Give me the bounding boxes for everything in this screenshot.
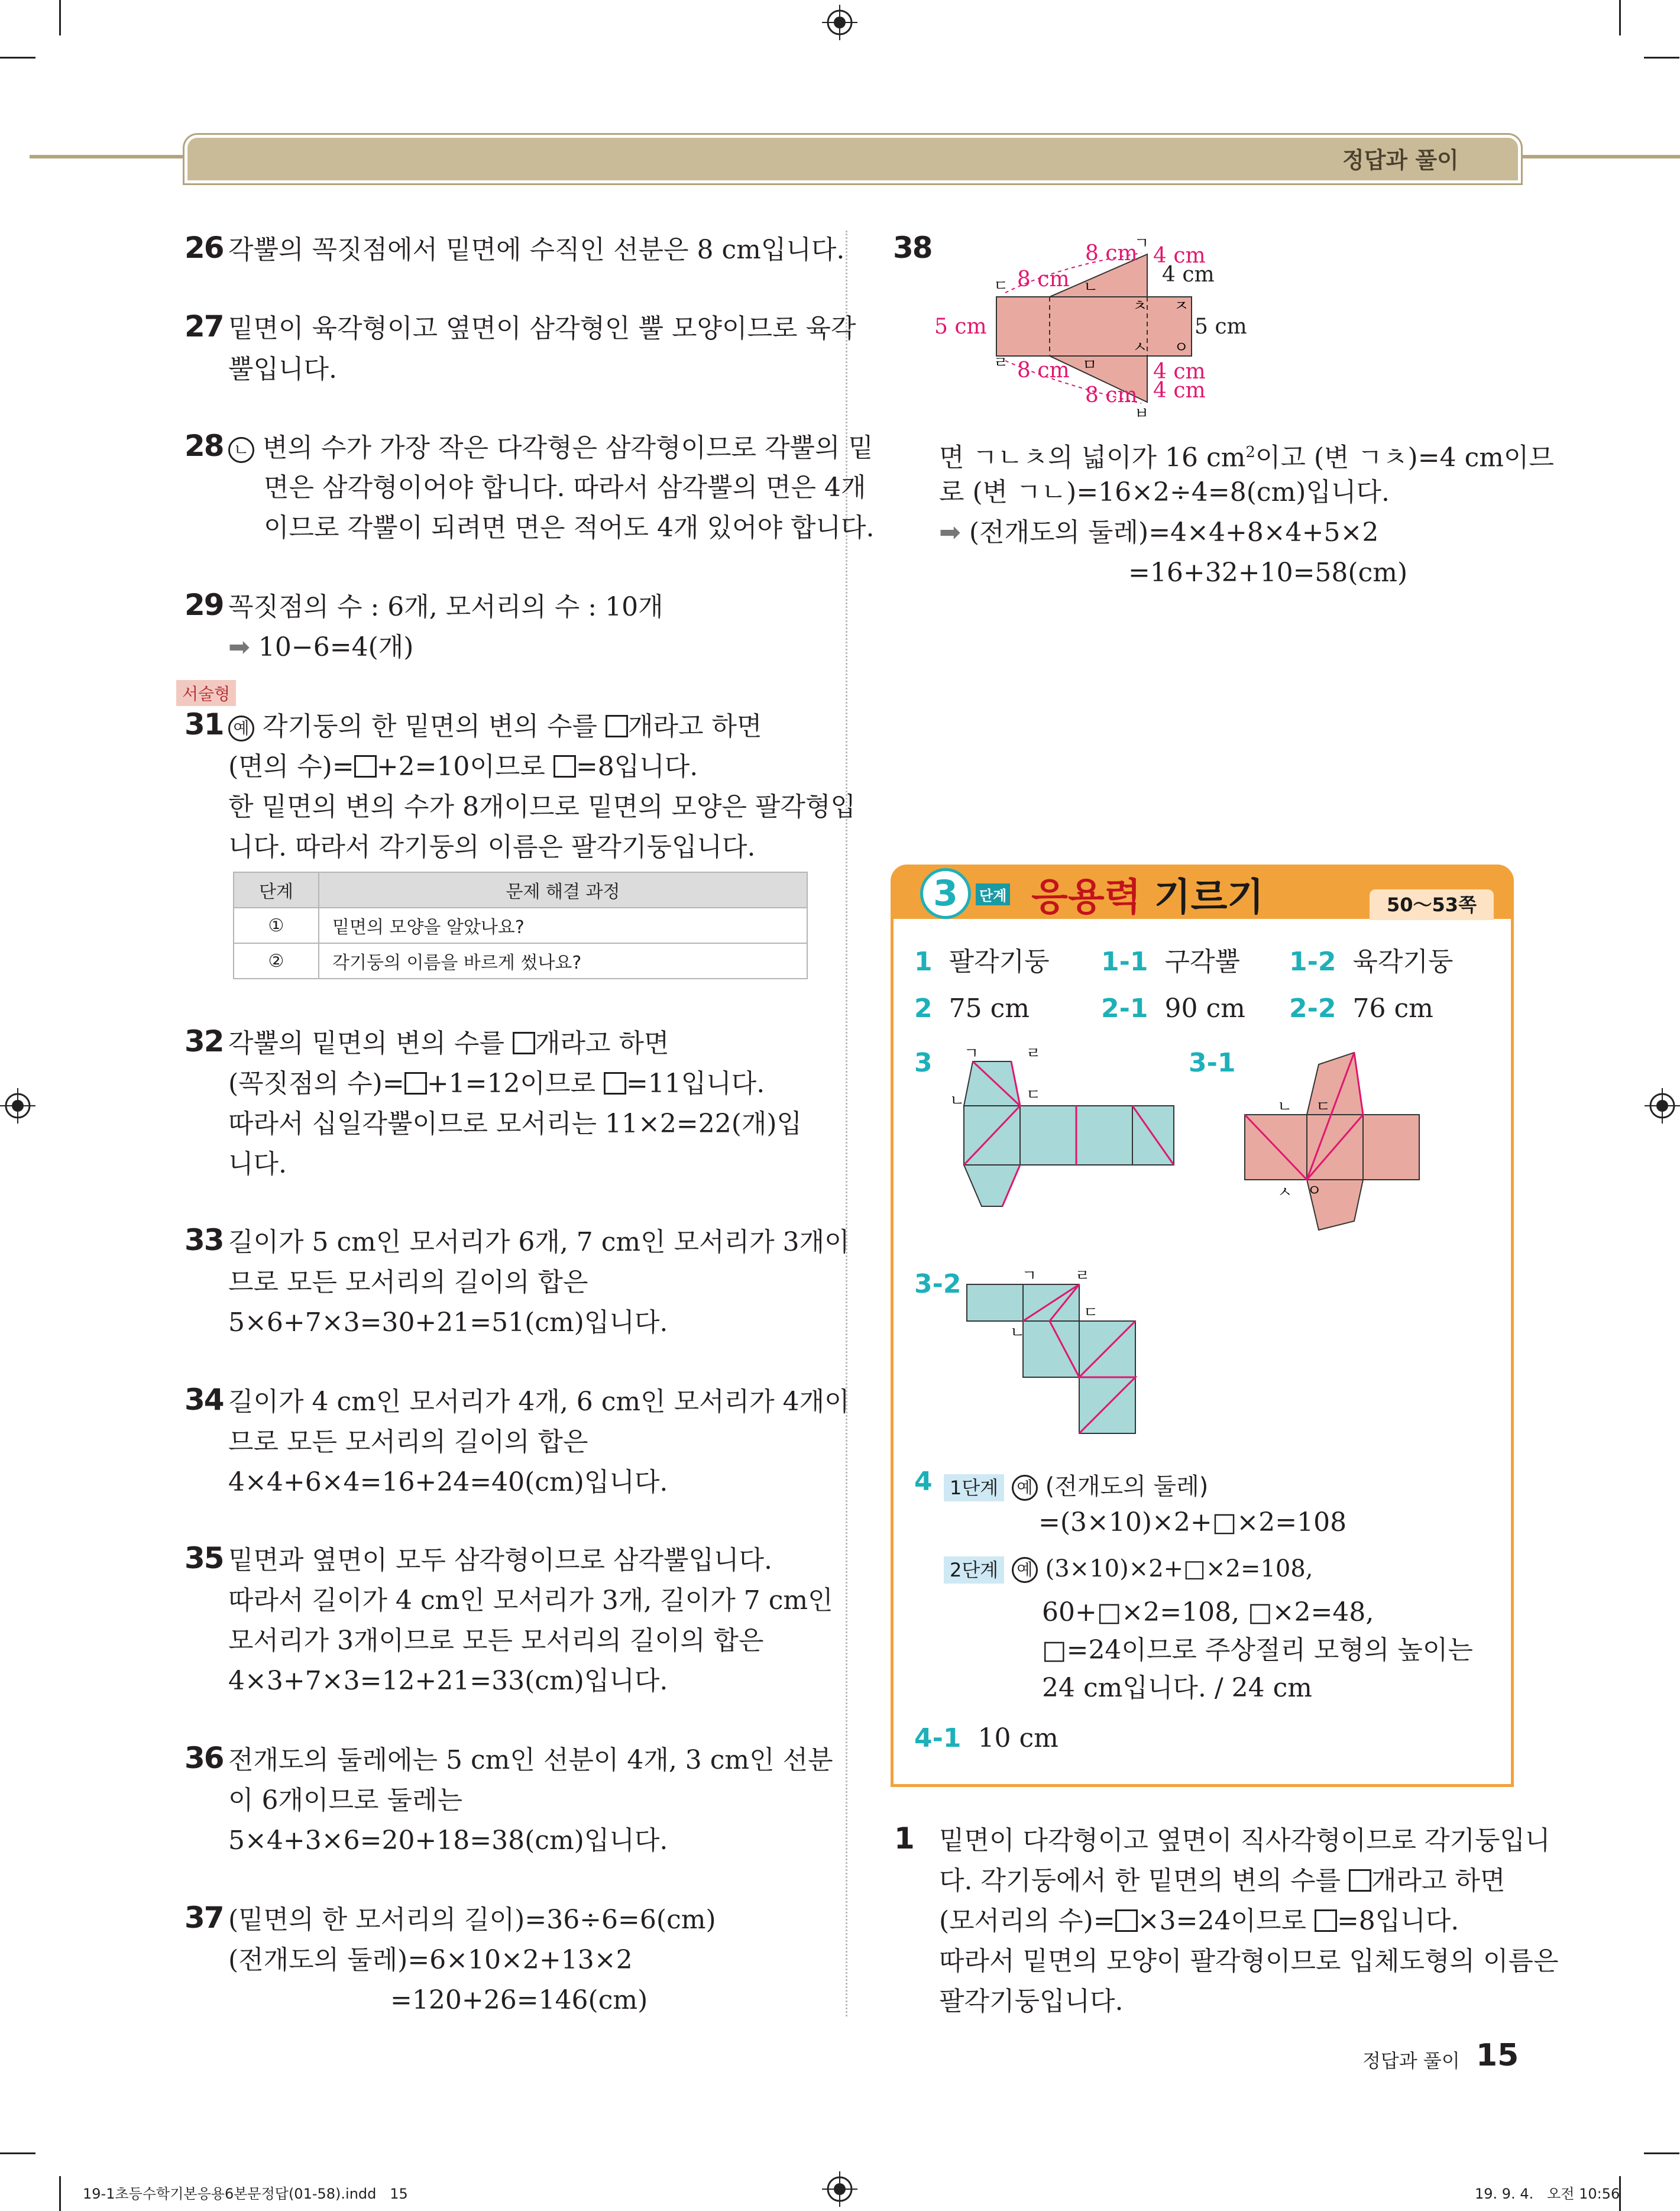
vertex-label: ㅁ bbox=[1082, 357, 1098, 374]
vertex-label: ㄴ bbox=[1083, 279, 1099, 296]
label: 4 cm bbox=[1162, 263, 1215, 287]
answer-row: 1-2 육각기둥 bbox=[1289, 947, 1454, 977]
registration-mark-top bbox=[822, 5, 857, 40]
answer-text: 꼭짓점의 수 : 6개, 모서리의 수 : 10개 bbox=[228, 592, 663, 622]
answer-text: 예 각기둥의 한 밑면의 변의 수를 개라고 하면 bbox=[228, 707, 762, 746]
answer-text: 뿔입니다. bbox=[228, 354, 338, 384]
answer-text: (모서리의 수)= ×3=24이므로 =8입니다. bbox=[939, 1906, 1459, 1936]
answer-text: ➡ 10−6=4(개) bbox=[228, 632, 414, 662]
blank-box bbox=[606, 715, 628, 737]
answer-text: 밑면이 다각형이고 옆면이 직사각형이므로 각기둥입니 bbox=[939, 1825, 1550, 1856]
question-number: 34 bbox=[184, 1383, 224, 1417]
answer-text: ➡ (전개도의 둘레)=4×4+8×4+5×2 bbox=[939, 517, 1379, 548]
circled-letter: ㄴ bbox=[228, 437, 254, 463]
arrow-right-icon: ➡ bbox=[228, 632, 250, 662]
registration-mark-bottom bbox=[822, 2171, 857, 2207]
answer-text: 따라서 십일각뿔이므로 모서리는 11×2=22(개)입 bbox=[228, 1109, 802, 1139]
answer-row: 2 75 cm bbox=[914, 993, 1030, 1024]
blank-box bbox=[1349, 1869, 1371, 1892]
question-number: 38 bbox=[893, 231, 932, 265]
question-number: 27 bbox=[184, 309, 224, 344]
vertex-label: ㄱ bbox=[1134, 235, 1150, 252]
answer-text: 모서리가 3개이므로 모든 모서리의 길이의 합은 bbox=[228, 1626, 764, 1656]
label: 4 cm bbox=[1153, 244, 1206, 268]
answer-number: 3-2 bbox=[914, 1269, 962, 1299]
table-cell: 각기둥의 이름을 바르게 썼나요? bbox=[332, 953, 582, 973]
table-cell: ② bbox=[234, 943, 319, 979]
vertex-label: ㄹ bbox=[1026, 1047, 1041, 1063]
answer-row: 4-1 10 cm bbox=[914, 1723, 1059, 1753]
example-mark: 예 bbox=[1012, 1557, 1038, 1583]
vertex-label: ㄷ bbox=[1026, 1086, 1041, 1104]
answer-text: 로 (변 ㄱㄴ)=16×2÷4=8(cm)입니다. bbox=[939, 477, 1390, 507]
answer-text: ㄴ 변의 수가 가장 작은 다각형은 삼각형이므로 각뿔의 밑 bbox=[228, 429, 873, 468]
net-figure-3-1 bbox=[1236, 1047, 1449, 1242]
vertex-label: ㄱ bbox=[964, 1047, 979, 1063]
answer-text: 다. 각기둥에서 한 밑면의 변의 수를 개라고 하면 bbox=[939, 1866, 1506, 1896]
answer-text: 5×4+3×6=20+18=38(cm)입니다. bbox=[228, 1825, 668, 1856]
vertex-label: ㅇ bbox=[1307, 1182, 1322, 1200]
answer-text: 길이가 4 cm인 모서리가 4개, 6 cm인 모서리가 4개이 bbox=[228, 1387, 850, 1417]
grading-table bbox=[233, 872, 808, 979]
question-number: 37 bbox=[184, 1901, 224, 1935]
vertex-label: ㅇ bbox=[1174, 339, 1189, 357]
answer-text: (전개도의 둘레)=6×10×2+13×2 bbox=[228, 1945, 633, 1975]
label: 8 cm bbox=[1085, 241, 1138, 266]
step1-line: 1단계 예 (전개도의 둘레) bbox=[944, 1468, 1208, 1501]
answer-text: =(3×10)×2+□×2=108 bbox=[1038, 1507, 1347, 1537]
answer-text: 각뿔의 밑면의 변의 수를 개라고 하면 bbox=[228, 1028, 669, 1058]
label: 4 cm bbox=[1153, 360, 1206, 384]
net-figure-3 bbox=[946, 1047, 1189, 1218]
blank-box bbox=[404, 1072, 427, 1095]
table-cell: 밑면의 모양을 알았나요? bbox=[319, 908, 807, 943]
stage-title: 응용력 기르기 bbox=[1031, 876, 1264, 920]
vertex-label: ㅊ bbox=[1132, 297, 1148, 315]
answer-text: 24 cm입니다. / 24 cm bbox=[1042, 1673, 1312, 1703]
answer-row: 1-1 구각뿔 bbox=[1101, 947, 1240, 977]
answer-number: 3-1 bbox=[1189, 1048, 1236, 1078]
table-header: 문제 해결 과정 bbox=[319, 872, 807, 908]
answer-text: 이므로 각뿔이 되려면 면은 적어도 4개 있어야 합니다. bbox=[264, 513, 875, 543]
table-cell: ① bbox=[234, 908, 319, 943]
answer-text: 60+□×2=108, □×2=48, bbox=[1042, 1597, 1374, 1627]
question-number: 29 bbox=[184, 588, 224, 622]
answer-text: 면 ㄱㄴㅊ의 넓이가 16 $cm^2$이고 (변 ㄱㅊ)=4 cm이므 bbox=[939, 442, 1554, 473]
blank-box bbox=[604, 1072, 626, 1095]
blank-box bbox=[553, 755, 576, 778]
answer-number: 3 bbox=[914, 1048, 933, 1078]
answer-text: 4×4+6×4=16+24=40(cm)입니다. bbox=[228, 1467, 668, 1497]
blank-box bbox=[1315, 1909, 1337, 1932]
answer-text: 4×3+7×3=12+21=33(cm)입니다. bbox=[228, 1666, 668, 1696]
question-number: 36 bbox=[184, 1741, 224, 1775]
answer-text: =120+26=146(cm) bbox=[390, 1985, 648, 2015]
print-datetime: 19. 9. 4. 오전 10:56 bbox=[1475, 2186, 1620, 2202]
answer-text: 면은 삼각형이어야 합니다. 따라서 삼각뿔의 면은 4개 bbox=[264, 472, 866, 503]
question-number: 32 bbox=[184, 1024, 224, 1058]
question-number: 28 bbox=[184, 429, 224, 463]
answer-text: 므로 모든 모서리의 길이의 합은 bbox=[228, 1267, 588, 1297]
label: 5 cm bbox=[1195, 315, 1247, 339]
label: 8 cm bbox=[1085, 383, 1138, 407]
net-figure-3-2 bbox=[958, 1265, 1195, 1443]
header-title: 정답과 풀이 bbox=[1342, 147, 1459, 173]
step2-tag: 2단계 bbox=[944, 1556, 1004, 1584]
answer-text: =16+32+10=58(cm) bbox=[1128, 558, 1408, 588]
label: 8 cm bbox=[1017, 267, 1070, 292]
stage-badge: 3 bbox=[920, 868, 971, 919]
question-number: 26 bbox=[184, 231, 224, 265]
label: 8 cm bbox=[1017, 358, 1070, 383]
answer-text: 이 6개이므로 둘레는 bbox=[228, 1785, 462, 1815]
answer-text: 니다. bbox=[228, 1149, 287, 1179]
vertex-label: ㅂ bbox=[1134, 405, 1150, 423]
answer-text: 5×6+7×3=30+21=51(cm)입니다. bbox=[228, 1307, 668, 1338]
answer-text: 전개도의 둘레에는 5 cm인 선분이 4개, 3 cm인 선분 bbox=[228, 1745, 833, 1775]
question-number: 35 bbox=[184, 1541, 224, 1575]
vertex-label: ㄹ bbox=[1075, 1267, 1090, 1285]
vertex-label: ㄷ bbox=[1316, 1098, 1331, 1116]
answer-text: 팔각기둥입니다. bbox=[939, 1986, 1124, 2016]
vertex-label: ㅅ bbox=[1277, 1184, 1293, 1202]
answer-row: 2-2 76 cm bbox=[1289, 993, 1433, 1024]
step2-line: 2단계 예 (3×10)×2+□×2=108, bbox=[944, 1555, 1313, 1584]
registration-mark-right bbox=[1645, 1088, 1680, 1124]
page-range-tag: 50～53쪽 bbox=[1370, 889, 1494, 920]
vertex-label: ㄷ bbox=[1083, 1304, 1099, 1322]
answer-text: 니다. 따라서 각기둥의 이름은 팔각기둥입니다. bbox=[228, 832, 756, 862]
vertex-label: ㅅ bbox=[1132, 339, 1148, 357]
stage-word: 단계 bbox=[976, 883, 1010, 905]
vertex-label: ㄹ bbox=[993, 354, 1009, 372]
registration-mark-left bbox=[0, 1088, 35, 1124]
answer-text: □=24이므로 주상절리 모형의 높이는 bbox=[1042, 1635, 1473, 1665]
answer-text: 밑면과 옆면이 모두 삼각형이므로 삼각뿔입니다. bbox=[228, 1545, 773, 1575]
vertex-label: ㅈ bbox=[1174, 297, 1189, 315]
answer-row: 1 팔각기둥 bbox=[914, 947, 1050, 977]
answer-number: 4 bbox=[914, 1467, 933, 1497]
answer-text: 길이가 5 cm인 모서리가 6개, 7 cm인 모서리가 3개이 bbox=[228, 1227, 850, 1257]
blank-box bbox=[513, 1032, 535, 1054]
page-number: 15 bbox=[1476, 2038, 1519, 2073]
answer-text: 각뿔의 꼭짓점에서 밑면에 수직인 선분은 8 cm입니다. bbox=[228, 235, 845, 265]
table-header: 단계 bbox=[234, 872, 319, 908]
answer-text: (밑면의 한 모서리의 길이)=36÷6=6(cm) bbox=[228, 1905, 716, 1935]
vertex-label: ㄷ bbox=[993, 277, 1009, 295]
answer-text: 밑면이 육각형이고 옆면이 삼각형인 뿔 모양이므로 육각 bbox=[228, 313, 856, 344]
question-number: 33 bbox=[184, 1223, 224, 1257]
arrow-right-icon: ➡ bbox=[939, 517, 961, 548]
blank-box bbox=[354, 755, 377, 778]
answer-text: (꼭짓점의 수)= +1=12이므로 =11입니다. bbox=[228, 1069, 765, 1099]
vertex-label: ㄴ bbox=[1277, 1098, 1293, 1116]
answer-text: 므로 모든 모서리의 길이의 합은 bbox=[228, 1427, 588, 1457]
file-info: 19-1초등수학기본응용6본문정답(01-58).indd 15 bbox=[83, 2186, 408, 2202]
label: 5 cm bbox=[934, 315, 987, 339]
question-number: 1 bbox=[894, 1821, 914, 1856]
answer-text: 따라서 길이가 4 cm인 모서리가 3개, 길이가 7 cm인 bbox=[228, 1585, 833, 1616]
footer-label: 정답과 풀이 bbox=[1362, 2050, 1460, 2072]
question-number: 31 bbox=[184, 707, 224, 742]
vertex-label: ㄴ bbox=[950, 1092, 965, 1110]
example-mark: 예 bbox=[1012, 1475, 1038, 1501]
step1-tag: 1단계 bbox=[944, 1474, 1004, 1501]
example-mark: 예 bbox=[228, 716, 254, 742]
answer-text: 따라서 밑면의 모양이 팔각형이므로 입체도형의 이름은 bbox=[939, 1946, 1559, 1976]
vertex-label: ㄱ bbox=[1022, 1267, 1037, 1285]
vertex-label: ㄴ bbox=[1010, 1324, 1025, 1342]
answer-text: 한 밑면의 변의 수가 8개이므로 밑면의 모양은 팔각형입 bbox=[228, 792, 856, 822]
label: 4 cm bbox=[1153, 378, 1206, 403]
blank-box bbox=[1115, 1909, 1138, 1932]
answer-text: (면의 수)= +2=10이므로 =8입니다. bbox=[228, 752, 698, 782]
answer-row: 2-1 90 cm bbox=[1101, 993, 1245, 1024]
essay-tag: 서술형 bbox=[176, 680, 236, 706]
net-figure-38 bbox=[934, 231, 1289, 426]
